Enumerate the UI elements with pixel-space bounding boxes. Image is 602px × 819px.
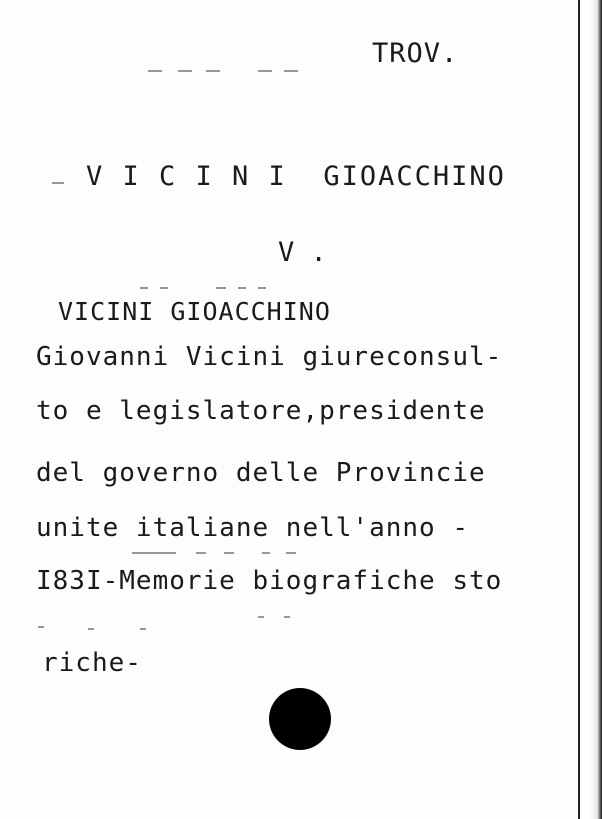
dash-mark bbox=[258, 70, 272, 72]
dash-mark bbox=[38, 626, 44, 628]
dash-mark bbox=[284, 70, 298, 72]
text-line: Giovanni Vicini giureconsul- bbox=[36, 342, 503, 372]
dash-mark bbox=[224, 552, 234, 554]
dash-mark bbox=[178, 70, 192, 72]
text-line: unite italiane nell'anno - bbox=[36, 513, 469, 543]
card-code: TROV. bbox=[372, 38, 459, 69]
text-line: riche- bbox=[42, 648, 142, 678]
dash-mark bbox=[88, 628, 94, 630]
text-line: to e legislatore,presidente bbox=[36, 396, 486, 426]
reference-name: VICINI GIOACCHINO bbox=[58, 297, 331, 326]
punch-hole bbox=[269, 688, 331, 750]
card-border-line bbox=[578, 0, 580, 819]
scan-shadow bbox=[590, 0, 602, 819]
dash-mark bbox=[140, 287, 148, 289]
dash-mark bbox=[286, 552, 296, 554]
text-line: I83I-Memorie biografiche sto bbox=[36, 566, 503, 596]
dash-mark bbox=[238, 287, 246, 289]
dash-mark bbox=[140, 628, 146, 630]
dash-mark bbox=[258, 616, 264, 618]
dash-mark bbox=[52, 182, 64, 184]
dash-mark bbox=[148, 70, 162, 72]
text-line: del governo delle Provincie bbox=[36, 458, 486, 488]
see-reference: V . bbox=[278, 237, 327, 268]
dash-mark bbox=[206, 70, 220, 72]
dash-mark bbox=[258, 287, 266, 289]
dash-mark bbox=[262, 552, 270, 554]
heading-name: V I C I N I GIOACCHINO bbox=[86, 161, 506, 192]
dash-mark bbox=[132, 552, 176, 554]
dash-mark bbox=[196, 552, 206, 554]
dash-mark bbox=[216, 287, 226, 289]
dash-mark bbox=[160, 287, 168, 289]
dash-mark bbox=[284, 616, 290, 618]
